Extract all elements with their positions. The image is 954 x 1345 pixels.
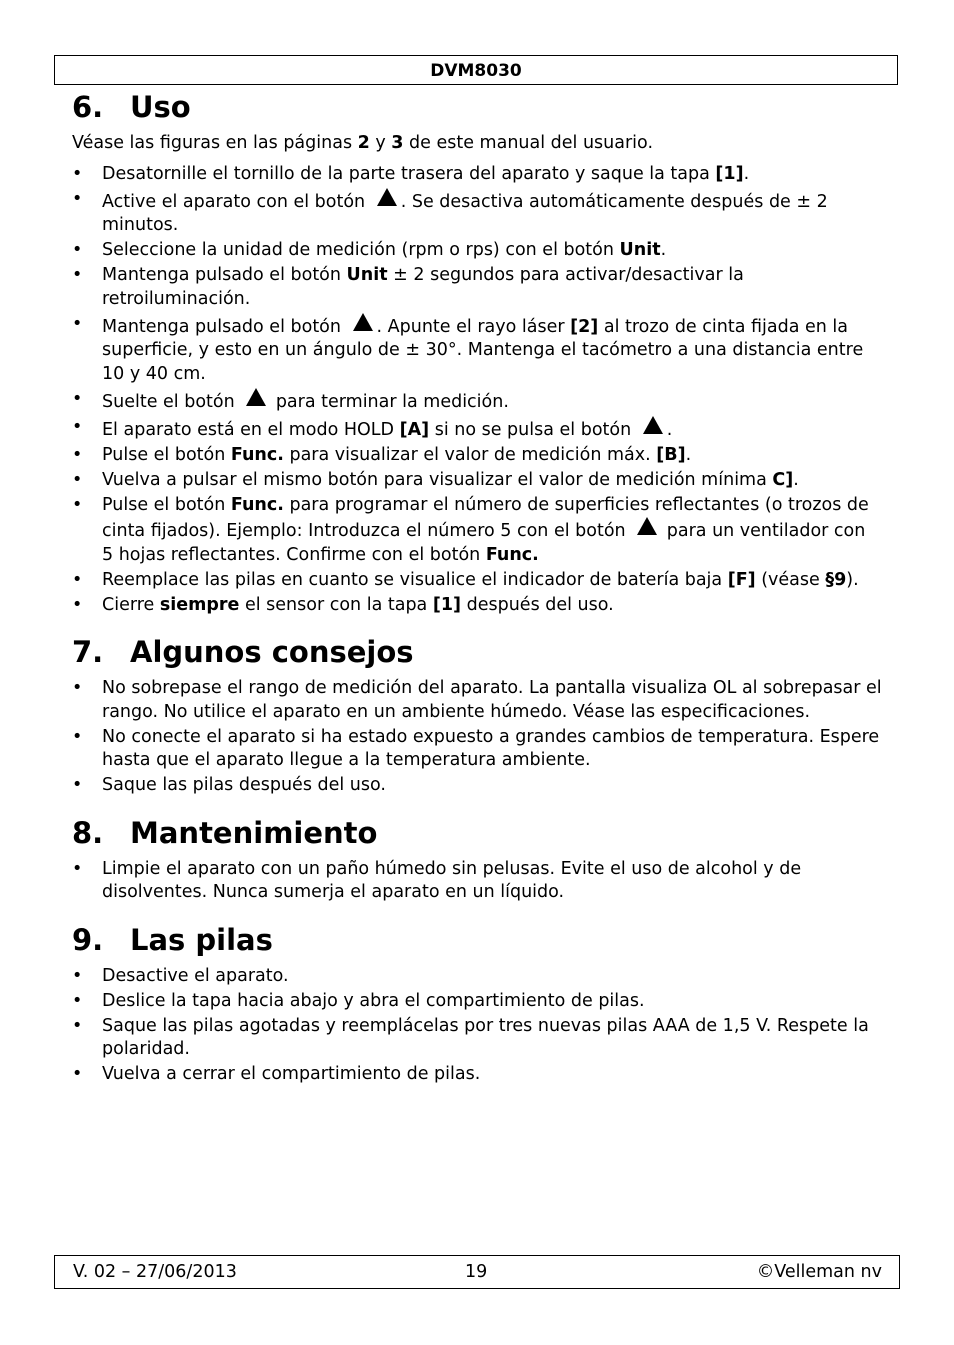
list-item: • Cierre siempre el sensor con la tapa [1] después del uso. [72, 594, 882, 618]
list-item: • Pulse el botón Func. para visualizar el valor de medición máx. [B]. [72, 444, 882, 468]
list-item: • Mantenga pulsado el botón . Apunte el rayo láser [2] al trozo de cinta fijada en la superficie, y esto en un ángulo de ± 30°. Mantenga el tacómetro a una distancia entre 10 y 40 cm. [72, 313, 882, 387]
section-heading-mantenimiento: 8. Mantenimiento [72, 815, 378, 850]
list-item: • Saque las pilas agotadas y reemplácelas por tres nuevas pilas AAA de 1,5 V. Respete la polaridad. [72, 1015, 882, 1062]
copyright-label: ©Velleman nv [756, 1262, 882, 1282]
list-item: • El aparato está en el modo HOLD [A] si no se pulsa el botón . [72, 416, 882, 443]
consejos-list [72, 677, 882, 798]
triangle-up-icon [353, 313, 373, 331]
section-heading-pilas: 9. Las pilas [72, 922, 273, 957]
triangle-up-icon [246, 388, 266, 406]
uso-list [72, 163, 882, 618]
list-item: • Reemplace las pilas en cuanto se visualice el indicador de batería baja [F] (véase §9). [72, 569, 882, 593]
mantenimiento-list [72, 858, 882, 905]
triangle-up-icon [377, 188, 397, 206]
list-item: • Deslice la tapa hacia abajo y abra el compartimiento de pilas. [72, 990, 882, 1014]
list-item: • Limpie el aparato con un paño húmedo sin pelusas. Evite el uso de alcohol y de disolventes. Nunca sumerja el aparato en un líquido. [72, 858, 882, 905]
section-heading-uso: 6. Uso [72, 90, 191, 124]
list-item: • No conecte el aparato si ha estado expuesto a grandes cambios de temperatura. Espere hasta que el aparato llegue a la temperatura ambiente. [72, 726, 882, 773]
list-item: • Active el aparato con el botón . Se desactiva automáticamente después de ± 2 minutos. [72, 188, 882, 238]
list-item: • No sobrepase el rango de medición del aparato. La pantalla visualiza OL al sobrepasar el rango. No utilice el aparato en un ambiente húmedo. Véase las especificaciones. [72, 677, 882, 724]
list-item: • Vuelva a cerrar el compartimiento de pilas. [72, 1063, 882, 1087]
triangle-up-icon [643, 416, 663, 434]
list-item: • Suelte el botón para terminar la medición. [72, 388, 882, 415]
list-item: • Saque las pilas después del uso. [72, 774, 882, 798]
pilas-list [72, 965, 882, 1087]
list-item: • Seleccione la unidad de medición (rpm o rps) con el botón Unit. [72, 239, 882, 263]
version-label: V. 02 – 27/06/2013 [73, 1262, 237, 1282]
list-item: • Vuelva a pulsar el mismo botón para visualizar el valor de medición mínima C]. [72, 469, 882, 493]
intro-paragraph: Véase las figuras en las páginas 2 y 3 de este manual del usuario. [72, 133, 654, 153]
list-item: • Desatornille el tornillo de la parte trasera del aparato y saque la tapa [1]. [72, 163, 882, 187]
list-item: • Desactive el aparato. [72, 965, 882, 989]
triangle-up-icon [637, 517, 657, 535]
page-footer [54, 1255, 900, 1289]
section-heading-consejos: 7. Algunos consejos [72, 635, 414, 669]
model-label: DVM8030 [430, 61, 522, 81]
page-number: 19 [465, 1262, 488, 1282]
page-header [54, 55, 898, 85]
list-item: • Mantenga pulsado el botón Unit ± 2 segundos para activar/desactivar la retroiluminación. [72, 264, 882, 311]
document-body [72, 86, 882, 1088]
list-item: • Pulse el botón Func. para programar el número de superficies reflectantes (o trozos de cinta fijados). Ejemplo: Introduzca el número 5 con el botón para un ventilador con 5 hojas reflectantes. Confirme con el botón Func. [72, 494, 882, 568]
